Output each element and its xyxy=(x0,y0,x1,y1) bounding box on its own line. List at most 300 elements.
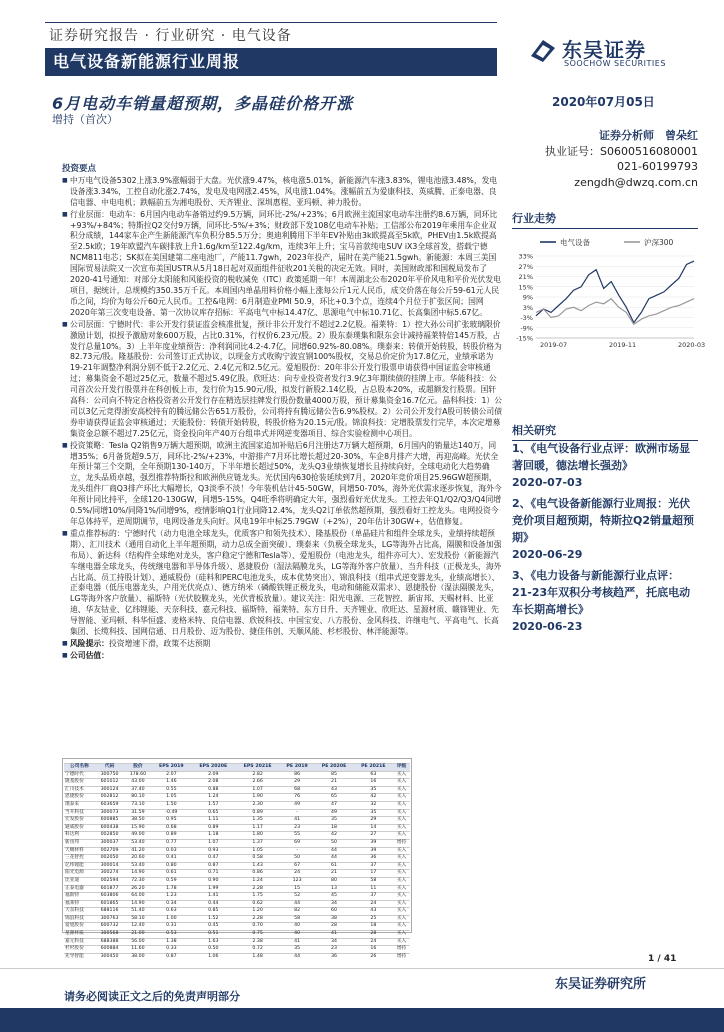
table-cell: 0.55 xyxy=(152,786,192,794)
table-cell: 58 xyxy=(280,915,315,923)
trend-heading: 行业走势 xyxy=(512,210,698,229)
table-cell: 37 xyxy=(354,893,393,901)
table-cell: 科达利 xyxy=(64,832,95,840)
table-cell: 1.24 xyxy=(235,877,279,885)
table-cell: 0.89 xyxy=(191,824,235,832)
y-tick-label: -9% xyxy=(520,324,533,333)
table-cell: 0.44 xyxy=(191,900,235,908)
table-cell: 1.07 xyxy=(191,839,235,847)
valuation-label: ■ 公司估值： xyxy=(62,651,502,662)
table-cell: 72.30 xyxy=(124,877,151,885)
table-cell: 0.47 xyxy=(191,855,235,863)
table-cell: 1.50 xyxy=(152,801,192,809)
report-category: 证券研究报告 · 行业研究 · 电气设备 xyxy=(45,22,497,48)
table-cell: 1.37 xyxy=(235,839,279,847)
table-cell: 80 xyxy=(314,877,353,885)
table-cell: 买入 xyxy=(393,801,410,809)
table-cell: 45 xyxy=(314,893,353,901)
table-cell: 0.95 xyxy=(152,817,192,825)
table-row xyxy=(64,855,410,863)
table-cell: 2.09 xyxy=(191,771,235,779)
table-cell: 53.40 xyxy=(124,839,151,847)
table-cell: 增持 xyxy=(393,839,410,847)
table-cell: 85 xyxy=(314,771,353,779)
table-cell: 杉杉股份 xyxy=(64,946,95,954)
table-cell: 买入 xyxy=(393,893,410,901)
table-cell: 11.60 xyxy=(124,946,151,954)
table-cell: 1.90 xyxy=(235,794,279,802)
table-cell: 35 xyxy=(354,786,393,794)
table-row xyxy=(64,885,410,893)
table-cell: 20.60 xyxy=(124,855,151,863)
table-cell: 1.11 xyxy=(191,817,235,825)
table-header-cell: EPS 2020E xyxy=(191,764,235,772)
related-research-list xyxy=(512,440,698,639)
y-tick-label: 15% xyxy=(518,283,533,292)
table-cell: 688388 xyxy=(95,938,125,946)
table-row xyxy=(64,893,410,901)
table-cell: 61 xyxy=(314,862,353,870)
industry-trend-chart xyxy=(510,232,706,350)
table-cell: 0.03 xyxy=(152,847,192,855)
table-cell: 通威股份 xyxy=(64,824,95,832)
table-cell: 买入 xyxy=(393,809,410,817)
table-cell: 601865 xyxy=(95,900,125,908)
table-cell: 1.52 xyxy=(191,915,235,923)
table-cell: 2.07 xyxy=(152,771,192,779)
table-cell: 178.60 xyxy=(124,771,151,779)
table-cell: 600438 xyxy=(95,824,125,832)
table-cell: 0.34 xyxy=(152,900,192,908)
table-cell: 300014 xyxy=(95,862,125,870)
table-cell: 28 xyxy=(354,931,393,939)
table-cell: 35 xyxy=(354,809,393,817)
table-cell: 1.05 xyxy=(235,847,279,855)
table-cell: 2.30 xyxy=(235,801,279,809)
table-cell: 0.93 xyxy=(191,847,235,855)
table-cell: 49.00 xyxy=(124,832,151,840)
footer-divider xyxy=(0,968,724,969)
table-row xyxy=(64,931,410,939)
table-cell: 0.71 xyxy=(191,870,235,878)
risk-paragraph: ■ 风险提示：投资增速下滑，政策不达预期 xyxy=(62,639,502,650)
report-series-title: 电气设备新能源行业周报 xyxy=(45,48,497,76)
table-cell: 0.90 xyxy=(191,877,235,885)
table-cell: 爱旭股份 xyxy=(64,923,95,931)
soochow-logo-icon xyxy=(528,36,558,66)
table-cell: 买入 xyxy=(393,832,410,840)
table-cell: 宏发股份 xyxy=(64,817,95,825)
table-cell: 1.07 xyxy=(235,786,279,794)
table-cell: 买入 xyxy=(393,877,410,885)
table-cell: 53.40 xyxy=(124,862,151,870)
table-cell: 69 xyxy=(280,839,315,847)
table-cell: 0.62 xyxy=(235,900,279,908)
table-cell: 58.10 xyxy=(124,915,151,923)
table-row xyxy=(64,817,410,825)
table-cell: 1.00 xyxy=(152,915,192,923)
y-tick-label: 27% xyxy=(518,262,533,271)
table-cell: 0.31 xyxy=(152,923,192,931)
report-rating: 增持（首次） xyxy=(52,113,118,126)
table-cell: 15 xyxy=(280,885,315,893)
table-cell: 67 xyxy=(280,862,315,870)
table-cell: 38 xyxy=(314,915,353,923)
table-cell: 68 xyxy=(280,786,315,794)
table-cell: 58 xyxy=(354,877,393,885)
table-cell: 0.87 xyxy=(191,862,235,870)
table-cell: 44 xyxy=(280,900,315,908)
related-item[interactable]: 2、《电气设备新能源行业周报：光伏竞价项目超预期，特斯拉Q2销量超预期》 2020-06-29 xyxy=(512,497,695,561)
x-tick-label: 2019-11 xyxy=(609,341,637,349)
brand-name-cn: 东吴证券 xyxy=(562,38,646,62)
table-row xyxy=(64,908,410,916)
table-row xyxy=(64,862,410,870)
table-row xyxy=(64,953,410,960)
table-cell: 50 xyxy=(314,839,353,847)
table-cell: 1.48 xyxy=(235,953,279,960)
table-cell: 1.99 xyxy=(191,885,235,893)
table-cell: 002850 xyxy=(95,832,125,840)
table-cell: 2.66 xyxy=(235,779,279,787)
table-cell: 300450 xyxy=(95,953,125,960)
footer-org: 东吴证券研究所 xyxy=(555,977,647,992)
table-cell: 600732 xyxy=(95,923,125,931)
table-cell: 比亚迪 xyxy=(64,877,95,885)
table-cell: 正泰电器 xyxy=(64,885,95,893)
page-number: 1 / 41 xyxy=(648,954,677,964)
table-cell: 002812 xyxy=(95,794,125,802)
table-cell: 买入 xyxy=(393,855,410,863)
table-cell: 宁德时代 xyxy=(64,771,95,779)
industry-paragraph: ■ 行业层面：电动车：6月国内电动车备销过约9.5万辆，同环比-2%/+23%；6月欧洲主流国家电动车注册约8.6万辆，同环比+93%/+84%；特斯拉Q2交付9万辆，同环比-5%/+3%；财政部下发108亿电动车补贴；工信部公布2019年乘用车企业双积分成绩，144家车企产生新能源汽车负积分85.5万分；奥迪利腾用下半年EV补贴由3k欧提高至5k欧，PHEV由1.5k欧提高至2.5k欧；19年欧盟汽车碳排放上升1.6g/km至122.4g/km，连续3年上升；宝马首款纯电SUV iX3全球首发，搭载宁德NCM811电芯；SK拟在美国建第二座电池厂，产能11.7gwh，2023年投产，届时在美产能21.5gwh。新能源：本周三美国国际贸易法院又一次宣布美国USTR从5月18日起对双面组件征收201关税的决定无效。同时，美国财政部和国税局发布了2020-41号通知：对部分太阳能和风能投资的税收减免（ITC）政策延期一年！本周湖北公布2020年平价风电和平价光伏发电项目，据统计，总规模约350.35万千瓦。本周国内单晶用料价格小幅上涨每公斤1元人民币，成交价落在每公斤59-61元人民币之间，均价为每公斤60元人民币。工控&电网：6月制造业PMI 50.9，环比+0.3个点，连续4个月位于扩张区间；国网2020年第三次变电设备、第一次协议库存招标：平高电气中标14.47亿、思源电气中标10.71亿、长高集团中标5.67亿。 xyxy=(62,210,502,319)
y-tick-label: -3% xyxy=(520,314,533,322)
table-cell: 0.77 xyxy=(152,839,192,847)
table-cell: 0.68 xyxy=(152,824,192,832)
table-cell: 86 xyxy=(280,771,315,779)
table-row xyxy=(64,923,410,931)
table-cell: 买入 xyxy=(393,931,410,939)
table-cell: 65 xyxy=(314,794,353,802)
y-tick-label: 9% xyxy=(522,293,533,302)
table-cell: 36 xyxy=(314,953,353,960)
table-cell: 41 xyxy=(280,938,315,946)
table-cell: 0.59 xyxy=(152,877,192,885)
table-cell: 增持 xyxy=(393,946,410,954)
table-row xyxy=(64,794,410,802)
table-cell: 51.40 xyxy=(124,908,151,916)
table-cell: 23 xyxy=(314,946,353,954)
table-cell: 1.46 xyxy=(152,779,192,787)
table-cell: 688116 xyxy=(95,908,125,916)
table-cell: 300124 xyxy=(95,786,125,794)
table-cell: 先导智能 xyxy=(64,953,95,960)
table-cell: 0.86 xyxy=(235,870,279,878)
table-row xyxy=(64,786,410,794)
table-cell: 60 xyxy=(314,908,353,916)
table-cell: 27 xyxy=(354,832,393,840)
table-cell: 41.20 xyxy=(124,847,151,855)
table-row xyxy=(64,801,410,809)
table-cell: 47 xyxy=(314,801,353,809)
table-cell: 80.10 xyxy=(124,794,151,802)
table-cell: 0.75 xyxy=(235,931,279,939)
table-cell: 隆基股份 xyxy=(64,779,95,787)
table-cell: 2.38 xyxy=(235,938,279,946)
table-cell: 002594 xyxy=(95,877,125,885)
table-cell: 123 xyxy=(280,877,315,885)
table-cell: 11 xyxy=(354,885,393,893)
table-cell: - xyxy=(280,847,315,855)
table-cell: 买入 xyxy=(393,870,410,878)
table-cell: 0.85 xyxy=(191,908,235,916)
table-cell: 买入 xyxy=(393,915,410,923)
table-cell: 2.28 xyxy=(235,885,279,893)
table-cell: -0.49 xyxy=(152,809,192,817)
table-cell: - xyxy=(280,809,315,817)
table-cell: 0.88 xyxy=(191,786,235,794)
table-cell: 买入 xyxy=(393,885,410,893)
table-cell: 37.40 xyxy=(124,786,151,794)
table-cell: 1.23 xyxy=(152,893,192,901)
legend-label: 沪深300 xyxy=(644,238,674,247)
footer-disclaimer[interactable]: 请务必阅读正文之后的免责声明部分 xyxy=(64,990,240,1003)
y-tick-label: -15% xyxy=(516,334,533,343)
y-tick-label: 3% xyxy=(522,303,533,312)
table-cell: 42 xyxy=(314,832,353,840)
table-cell: 63 xyxy=(354,771,393,779)
table-cell: 新宙邦 xyxy=(64,839,95,847)
table-cell: 601012 xyxy=(95,779,125,787)
table-cell: 买入 xyxy=(393,923,410,931)
invest-heading: 投资要点 xyxy=(62,164,97,174)
table-cell: 002709 xyxy=(95,847,125,855)
table-cell: 39 xyxy=(354,839,393,847)
table-cell: 16 xyxy=(354,779,393,787)
table-cell: 0.61 xyxy=(152,870,192,878)
table-cell: 49 xyxy=(314,809,353,817)
table-cell: 2.08 xyxy=(191,779,235,787)
table-cell: 0.33 xyxy=(152,946,192,954)
table-cell: 0.87 xyxy=(152,953,192,960)
table-header-row xyxy=(64,764,410,772)
table-cell: 29 xyxy=(354,817,393,825)
table-cell: 1.63 xyxy=(191,938,235,946)
table-cell: 买入 xyxy=(393,817,410,825)
table-row xyxy=(64,832,410,840)
table-row xyxy=(64,870,410,878)
table-cell: 三花智控 xyxy=(64,855,95,863)
table-cell: 600884 xyxy=(95,946,125,954)
table-header-cell: EPS 2019 xyxy=(152,764,192,772)
table-cell: 0.65 xyxy=(191,809,235,817)
table-cell: 15.90 xyxy=(124,824,151,832)
table-cell: 14 xyxy=(354,824,393,832)
table-cell: 福斯特 xyxy=(64,893,95,901)
table-cell: 2.82 xyxy=(235,771,279,779)
table-cell: 18 xyxy=(314,824,353,832)
market-paragraph: ■ 中万电气设备5302上涨3.9%涨幅弱于大盘。光伏涨9.47%，核电涨5.01%，新能源汽车涨3.83%，锂电池涨3.48%，发电设备涨3.34%，工控自动化涨2.74%，发电及电网涨2.45%，风电涨1.04%。涨幅前五为爱康科技、英威腾、正泰电器、良信电器、中电电机；跌幅前五为湘电股份、天齐锂业、深圳惠程、亚玛顿、神力股份。 xyxy=(62,176,502,209)
table-cell: 37 xyxy=(354,862,393,870)
table-cell: 49 xyxy=(280,801,315,809)
analyst-name: 证券分析师 曾朵红 xyxy=(599,129,698,142)
table-row xyxy=(64,946,410,954)
table-cell: 41 xyxy=(314,931,353,939)
table-cell: 买入 xyxy=(393,786,410,794)
brand-name-en: SOOCHOW SECURITIES xyxy=(564,59,666,68)
table-cell: 1.17 xyxy=(235,824,279,832)
table-cell: 14.90 xyxy=(124,870,151,878)
table-cell: 43 xyxy=(314,786,353,794)
table-header-cell: PE 2021E xyxy=(354,764,393,772)
series-line xyxy=(536,261,694,323)
table-cell: 300274 xyxy=(95,870,125,878)
table-cell: 0.50 xyxy=(191,946,235,954)
table-cell: 43 xyxy=(354,908,393,916)
table-cell: 40 xyxy=(280,931,315,939)
table-cell: 42 xyxy=(354,794,393,802)
table-cell: 28 xyxy=(314,923,353,931)
table-cell: 增持 xyxy=(393,953,410,960)
table-cell: 38.00 xyxy=(124,953,151,960)
y-tick-label: 33% xyxy=(518,252,533,261)
table-cell: 买入 xyxy=(393,847,410,855)
table-cell: 24 xyxy=(354,938,393,946)
table-cell: 2.28 xyxy=(235,915,279,923)
recommendation-paragraph: ■ 重点推荐标的：宁德时代（动力电池全球龙头，优质客户和领先技术）、隆基股份（单晶硅片和组件全球龙头，业绩持续超预期）、汇川技术（通用自动化上半年超预期，动力总成全面突破）、璞泰来（负极全球龙头，LG等海外占比高，隔膜和设备加强布局）、新达科（结构件全球绝对龙头，客户稳定宁德和Tesla等）、爱旭股份（电池龙头，组件亦可大）、宏发股份（新能源汽车继电器全球龙头，传统继电器和半导体升级）、恩捷股份（湿法隔膜龙头，LG等海外客户放量）、当升科技（正极龙头，海外占比高、员工持股计划）、通威股份（硅料和PERC电池龙头，成本优势突出）、锦浪科技（组串式逆变器龙头，业绩高增长）、正泰电器（低压电器龙头，户用光伏亮点）、德方纳米（磷酸铁锂正极龙头，电动和储能双需求）、恩捷股份（湿法隔膜龙头，LG等海外客户放量）、福斯特（光伏胶膜龙头，光伏背板放量）。建议关注：阳光电源、三花智控、新宙邦、天赐材料、比亚迪、华友钴业、亿纬锂能、天奈科技、嘉元科技、福斯特、福莱特、东方日升、天齐锂业、欣旺达、星源材质、赣锋锂业、先导智能、亚玛顿、科华恒盛、麦格米特、良信电器、欣锐科技、中国宝安、八方股份、金风科技、许继电气、平高电气、长高集团、长缆科技、国网信通、日月股份、迈为股份、捷佳伟创、天顺风能、杉杉股份、林洋能源等。 xyxy=(62,529,502,638)
table-row xyxy=(64,938,410,946)
table-cell: 1.35 xyxy=(235,817,279,825)
table-cell: 40 xyxy=(280,923,315,931)
table-cell: 福莱特 xyxy=(64,900,95,908)
table-cell: 1.05 xyxy=(152,794,192,802)
table-cell: 002050 xyxy=(95,855,125,863)
table-cell: 0.41 xyxy=(152,855,192,863)
table-header-cell: 股价 xyxy=(124,764,151,772)
report-header xyxy=(45,22,497,76)
table-cell: 55 xyxy=(280,832,315,840)
table-cell: 0.58 xyxy=(235,855,279,863)
y-tick-label: 21% xyxy=(518,273,533,281)
table-cell: 买入 xyxy=(393,824,410,832)
table-cell: 82 xyxy=(280,908,315,916)
related-item[interactable]: 1、《电气设备行业点评：欧洲市场显著回暖，德法增长强劲》 2020-07-03 xyxy=(512,442,691,489)
analyst-phone: 021-60199793 xyxy=(617,160,698,173)
table-cell: 64.00 xyxy=(124,893,151,901)
table-cell: 26.20 xyxy=(124,885,151,893)
table-cell: 1.75 xyxy=(235,893,279,901)
table-cell: 29 xyxy=(280,779,315,787)
table-cell: 31.59 xyxy=(124,809,151,817)
table-cell: 601877 xyxy=(95,885,125,893)
table-cell: 26 xyxy=(354,953,393,960)
table-cell: 25 xyxy=(354,915,393,923)
report-body xyxy=(62,164,502,663)
table-cell: 0.89 xyxy=(152,832,192,840)
table-cell: 阳光电源 xyxy=(64,870,95,878)
table-row xyxy=(64,779,410,787)
table-cell: 300073 xyxy=(95,809,125,817)
brand-logo xyxy=(528,34,698,74)
table-cell: 13 xyxy=(314,885,353,893)
table-cell: 50 xyxy=(280,855,315,863)
table-cell: 21 xyxy=(314,870,353,878)
table-cell: 汇川技术 xyxy=(64,786,95,794)
table-cell: 35 xyxy=(280,946,315,954)
x-tick-label: 2019-07 xyxy=(540,341,568,349)
table-header-cell: PE 2019 xyxy=(280,764,315,772)
table-row xyxy=(64,809,410,817)
footer-bar xyxy=(0,1008,724,1032)
table-cell: 星源材质 xyxy=(64,931,95,939)
valuation-table xyxy=(64,763,410,960)
table-cell: 亿纬锂能 xyxy=(64,862,95,870)
table-cell: 0.80 xyxy=(152,862,192,870)
table-cell: 1.18 xyxy=(191,832,235,840)
table-cell: 恩捷股份 xyxy=(64,794,95,802)
table-cell: 300763 xyxy=(95,915,125,923)
table-cell: 0.45 xyxy=(191,923,235,931)
company-paragraph: ■ 公司层面：宁德时代：非公开发行获证监会核准批复，预计非公开发行不超过2.2亿股。福莱特：1）控大孙公司扩张玻璃限价激励计划，拟授予激励对象600万股，占比0.31%，行权价6.23元/股。2）股东泰璞集和限东会计减持福莱特倍145万股，占发行总量10%。3）上半年度业绩预告：净利润同比4.2-4.7亿，同增60.92%-80.08%。璞泰来：转债开始转股，转股价格为82.73元/股。隆基股份：公司签订正式协议，以现金方式收购宁波宜钢100%股权，交易总价定价为17.8亿元，业绩承诺为19-21年调整净利润分别不低于2.2亿元、2.4亿元和2.5亿元。爱旭股份：20年非公开发行股票申请获得中国证监会审核通过；募集资金不超过25亿元，数量不超过5.49亿股。欣旺达：向专业投资者发行3.9亿3年期续债的挂牌上市。华能科技：公司首次公开发行股票并在科创板上市，发行价为15.90元/股，拟发行新股2.14亿股，占总股本20%，或超额发行股票。国轩高科：公司向不特定合格投资者公开发行存在精选层挂牌发行股份数量4000万股，预计募集资金16.7亿元。晶科科技：1）公司以3亿元竞得浙安高校持有的腾远储公告651万股份，公司将持有腾远储公告6.9%股权。2）公司公开发行A股可转债公司债券申请获得证监会审核通过；天能股份：转债开始转股，转股价格为20.15元/股。锦浪科技：定增股票发行完毕，本次定增募集资金总额不超过7.25亿元，资金投向年产40万台组串式并网逆变器项目、综合实验检测中心项目。 xyxy=(62,320,502,440)
table-row xyxy=(64,824,410,832)
table-cell: 44 xyxy=(314,855,353,863)
table-cell: 38.50 xyxy=(124,817,151,825)
table-cell: 1.57 xyxy=(191,801,235,809)
analyst-email[interactable]: zengdh@dwzq.com.cn xyxy=(574,175,698,189)
table-cell: 73.10 xyxy=(124,801,151,809)
table-cell: 14.90 xyxy=(124,900,151,908)
series-line xyxy=(536,299,694,325)
table-cell: 43.00 xyxy=(124,779,151,787)
table-cell: 锦浪科技 xyxy=(64,915,95,923)
table-cell: 1.78 xyxy=(152,885,192,893)
table-cell: 600885 xyxy=(95,817,125,825)
report-title: 6月电动车销量超预期，多晶硅价格开涨 xyxy=(52,94,354,113)
table-cell: 买入 xyxy=(393,862,410,870)
table-header-cell: PE 2020E xyxy=(314,764,353,772)
table-cell: 21 xyxy=(314,779,353,787)
table-cell: 603659 xyxy=(95,801,125,809)
table-cell: 34 xyxy=(314,900,353,908)
table-cell: 0.89 xyxy=(235,809,279,817)
table-cell: 买入 xyxy=(393,771,410,779)
table-cell: 天赐材料 xyxy=(64,847,95,855)
table-cell: 0.72 xyxy=(235,946,279,954)
table-cell: 1.80 xyxy=(235,832,279,840)
related-item[interactable]: 3、《电力设备与新能源行业点评：21-23年双积分考核趋严，托底电动车长期高增长》 2020-06-23 xyxy=(512,569,691,633)
table-cell: 0.70 xyxy=(235,923,279,931)
table-cell: 32 xyxy=(354,801,393,809)
table-cell: 24 xyxy=(354,900,393,908)
table-cell: 1.20 xyxy=(235,908,279,916)
table-cell: 买入 xyxy=(393,900,410,908)
table-cell: 买入 xyxy=(393,779,410,787)
table-cell: 0.53 xyxy=(152,931,192,939)
strategy-paragraph: ■ 投资策略：Tesla Q2销售9万辆大超预期，欧洲主流国家追加补贴后6月注册达7万辆大超预期，6月国内的销量达140万，同增35%；6月备货超9.5万，同环比-2%/+23%，中游排产7月环比增长超过20-30%，车企8月排产大增，再迎高峰。光伏全年预计第三个交期，全年预期130-140万，下半年增长超过50%，龙头Q3业绩恢复增长且持续向好，全球电动化大趋势确立，龙头品质卓越，强烈推荐特斯拉和欧洲供应链龙头。光伏国内630抢装延续到7月，2020年竞价项目25.96GW超预期，龙头组件厂商Q3排产环比大幅增长，Q3淡季不淡！今年装机估计45-50GW，同增50-70%，海外光伏需求逐步恢复，海外今年预计同比持平，全球120-130GW，同增5-15%，Q4旺季将明确定大年，强烈看好光伏龙头。工控去年Q1/Q2/Q3/Q4同增0.5%/同增10%/同降1%/同增9%，疫情影响Q1行业同降12.4%，龙头Q2订单依然超预期，强烈看好工控龙头。电网投资今年总体持平，逆周期调节，电网设备龙头向好。风电19年中标25.79GW（+2%），20年估计30GW+，估值修复。 xyxy=(62,441,502,528)
table-cell: 买入 xyxy=(393,908,410,916)
table-cell: 23 xyxy=(280,824,315,832)
table-cell: 璞泰来 xyxy=(64,801,95,809)
table-cell: 24 xyxy=(280,870,315,878)
table-row xyxy=(64,900,410,908)
table-cell: 603806 xyxy=(95,893,125,901)
table-row xyxy=(64,771,410,779)
x-tick-label: 2020-03 xyxy=(678,341,706,349)
table-cell: 76 xyxy=(280,794,315,802)
table-cell: 1.41 xyxy=(191,893,235,901)
table-cell: 300750 xyxy=(95,771,125,779)
table-cell: 买入 xyxy=(393,794,410,802)
